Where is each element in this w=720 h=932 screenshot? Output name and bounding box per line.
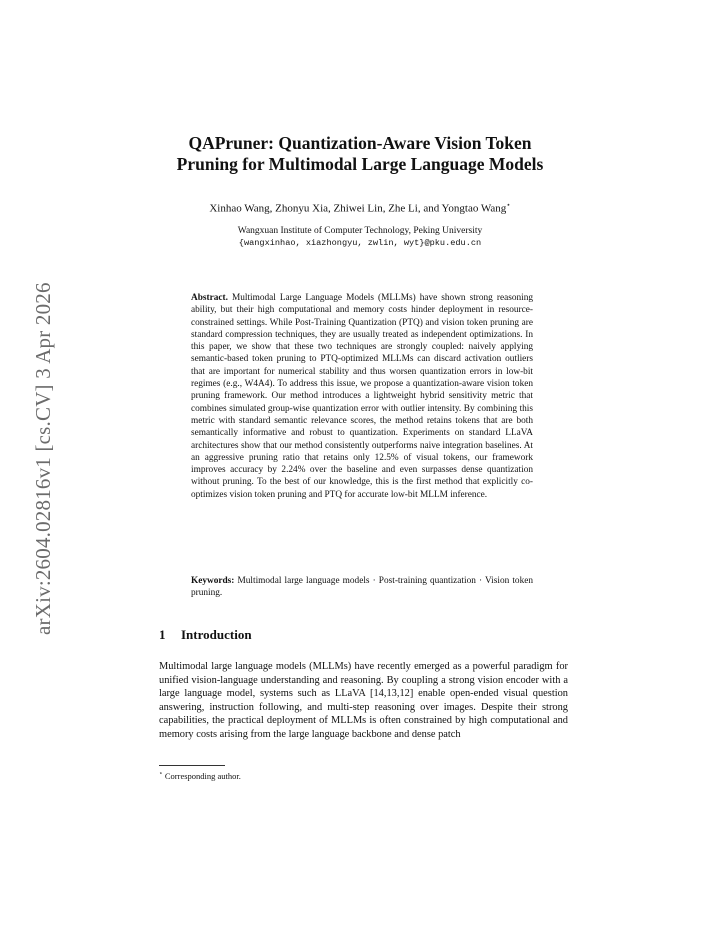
abstract-label: Abstract.: [191, 293, 228, 303]
footnote-mark: ⋆: [159, 771, 163, 777]
title-line-1: QAPruner: Quantization-Aware Vision Token: [188, 133, 532, 153]
author-emails: {wangxinhao, xiazhongyu, zwlin, wyt}@pku.edu.cn: [238, 238, 482, 248]
footnote: [159, 770, 241, 781]
section-number: 1: [159, 627, 166, 642]
keywords-label: Keywords:: [191, 576, 235, 586]
keywords: [191, 575, 533, 600]
footnote-rule: [159, 765, 225, 766]
section-title: Introduction: [181, 627, 252, 642]
abstract-text: Multimodal Large Language Models (MLLMs) have shown strong reasoning ability, but their high computational and memory costs hinder deployment in resource-constrained settings. While Post-Training Quantization (PTQ) and vision token pruning are standard compression techniques, they are usually treated as independent optimizations. In this paper, we show that these two techniques are strongly coupled: naively applying semantic-based token pruning to PTQ-optimized MLLMs can discard activation outliers that are important for numerical stability and thus worsen quantization errors in low-bit regimes (e.g., W4A4). To address this issue, we propose a quantization-aware vision token pruning framework. Our method introduces a lightweight hybrid sensitivity metric that combines simulated group-wise quantization error with outlier intensity. By combining this metric with standard semantic relevance scores, the method retains tokens that are both semantically informative and robust to quantization. Experiments on standard LLaVA architectures show that our method consistently outperforms naive integration baselines. At an aggressive pruning ratio that retains only 12.5% of visual tokens, our framework improves accuracy by 2.24% over the baseline and even surpasses dense quantization without pruning. To the best of our knowledge, this is the first method that explicitly co-optimizes vision token pruning and PTQ for accurate low-bit MLLM inference.: [191, 293, 533, 500]
paper-title: [120, 133, 600, 175]
keywords-text: Multimodal large language models · Post-training quantization · Vision token pruning.: [191, 576, 534, 599]
intro-paragraph: Multimodal large language models (MLLMs) have recently emerged as a powerful paradigm for unified vision-language understanding and reasoning. By coupling a strong vision encoder with a large language model, systems such as LLaVA [14,13,12] enable open-ended visual question answering, instruction following, and multi-step reasoning over images. Despite their strong capabilities, the practical deployment of MLLMs is often constrained by high computational and memory costs arising from the large language backbone and dense patch: [159, 661, 568, 740]
affiliation-block: [120, 225, 600, 249]
title-line-2: Pruning for Multimodal Large Language Models: [176, 154, 544, 174]
author-names: Xinhao Wang, Zhonyu Xia, Zhiwei Lin, Zhe Li, and Yongtao Wang: [209, 202, 507, 215]
author-list: [120, 201, 600, 215]
section-heading: [159, 627, 252, 643]
author-mark: ⋆: [506, 201, 511, 209]
footnote-text: Corresponding author.: [164, 770, 241, 781]
affiliation: Wangxuan Institute of Computer Technology, Peking University: [237, 226, 483, 236]
arxiv-identifier: arXiv:2604.02816v1 [cs.CV] 3 Apr 2026: [31, 282, 55, 635]
abstract: [191, 292, 533, 501]
